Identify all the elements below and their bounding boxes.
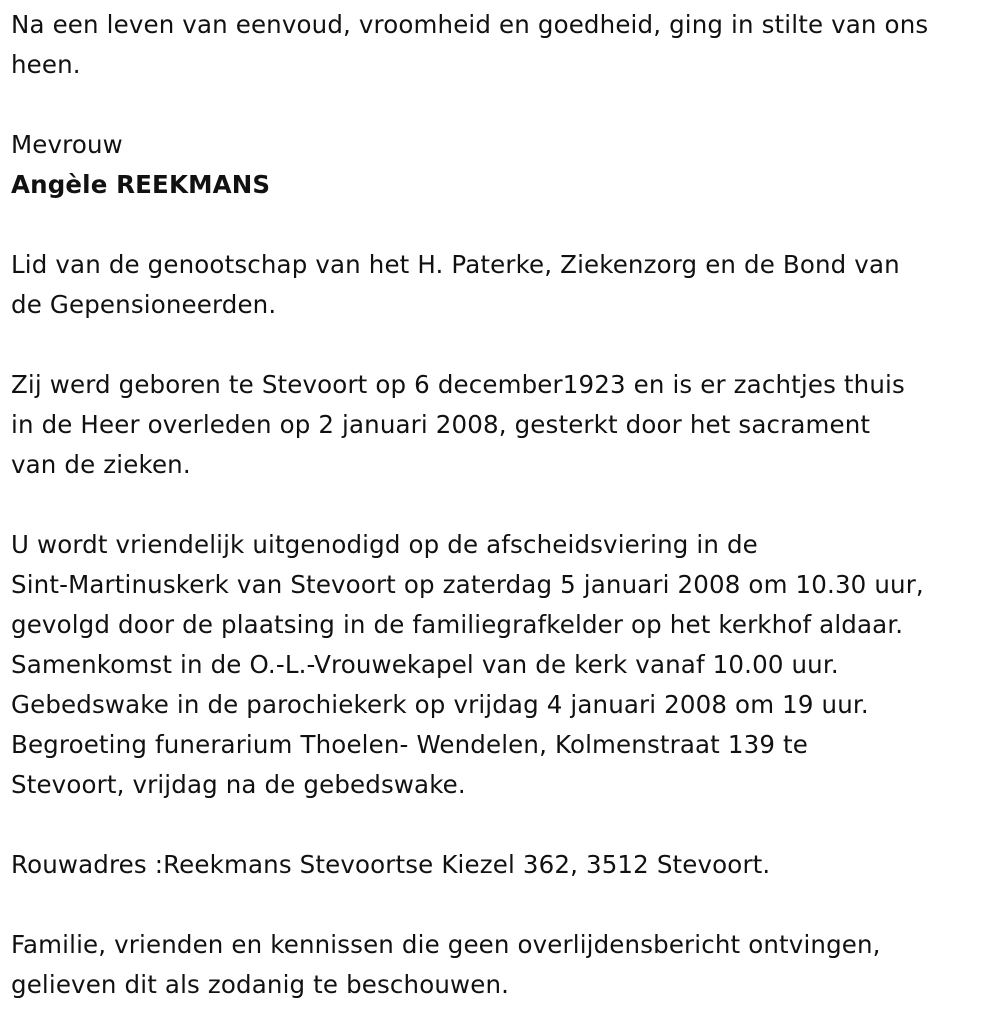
ceremony-line: gevolgd door de plaatsing in de familiegrafkelder op het kerkhof aldaar. xyxy=(11,610,904,639)
ceremony-line: Begroeting funerarium Thoelen- Wendelen, Kolmenstraat 139 te xyxy=(11,730,809,759)
membership-line: Lid van de genootschap van het H. Paterke, Ziekenzorg en de Bond van xyxy=(11,250,900,279)
intro-paragraph xyxy=(11,5,996,85)
intro-line: heen. xyxy=(11,50,81,79)
closing-line: Familie, vrienden en kennissen die geen overlijdensbericht ontvingen, xyxy=(11,930,881,959)
birth-death-line: van de zieken. xyxy=(11,450,191,479)
ceremony-line: Sint-Martinuskerk van Stevoort op zaterdag 5 januari 2008 om 10.30 uur, xyxy=(11,570,924,599)
mourning-address: Rouwadres :Reekmans Stevoortse Kiezel 362, 3512 Stevoort. xyxy=(11,850,771,879)
membership-line: de Gepensioneerden. xyxy=(11,290,277,319)
paragraph-gap xyxy=(11,85,996,125)
birth-death-line: Zij werd geboren te Stevoort op 6 december1923 en is er zachtjes thuis xyxy=(11,370,905,399)
ceremony-line: U wordt vriendelijk uitgenodigd op de afscheidsviering in de xyxy=(11,530,758,559)
salutation: Mevrouw xyxy=(11,130,123,159)
membership-paragraph xyxy=(11,245,996,325)
obituary-document xyxy=(11,5,996,1005)
deceased-name: Angèle REEKMANS xyxy=(11,170,271,199)
ceremony-line: Samenkomst in de O.-L.-Vrouwekapel van de kerk vanaf 10.00 uur. xyxy=(11,650,839,679)
closing-line: gelieven dit als zodanig te beschouwen. xyxy=(11,970,510,999)
birth-death-paragraph xyxy=(11,365,996,485)
ceremony-line: Stevoort, vrijdag na de gebedswake. xyxy=(11,770,466,799)
paragraph-gap xyxy=(11,805,996,845)
birth-death-line: in de Heer overleden op 2 januari 2008, gesterkt door het sacrament xyxy=(11,410,871,439)
paragraph-gap xyxy=(11,485,996,525)
closing-paragraph xyxy=(11,925,996,1005)
paragraph-gap xyxy=(11,205,996,245)
ceremony-line: Gebedswake in de parochiekerk op vrijdag 4 januari 2008 om 19 uur. xyxy=(11,690,869,719)
paragraph-gap xyxy=(11,885,996,925)
paragraph-gap xyxy=(11,325,996,365)
ceremony-paragraph xyxy=(11,525,996,805)
intro-line: Na een leven van eenvoud, vroomheid en goedheid, ging in stilte van ons xyxy=(11,10,929,39)
